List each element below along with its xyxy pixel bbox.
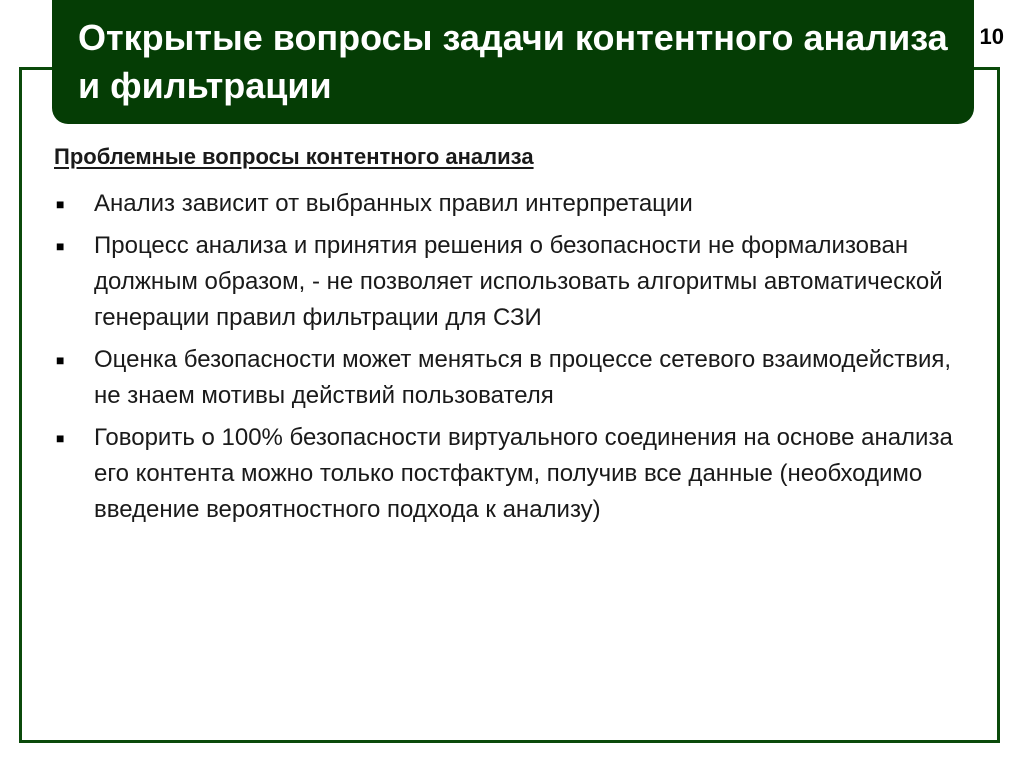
bullet-text: Анализ зависит от выбранных правил интерпретации	[94, 190, 693, 217]
bullet-list	[54, 186, 964, 534]
title-banner	[52, 0, 974, 124]
page-number: 10	[979, 24, 1004, 49]
section-heading: Проблемные вопросы контентного анализа	[54, 144, 534, 169]
list-item	[54, 186, 964, 222]
list-item	[54, 420, 964, 528]
square-bullet-icon: ■	[56, 352, 65, 368]
square-bullet-icon: ■	[56, 430, 65, 446]
list-item	[54, 342, 964, 414]
square-bullet-icon: ■	[56, 238, 65, 254]
bullet-text: Оценка безопасности может меняться в процессе сетевого взаимодействия, не знаем мотивы действий пользователя	[94, 346, 952, 409]
slide-title: Открытые вопросы задачи контентного анализа и фильтрации	[78, 17, 948, 106]
list-item	[54, 228, 964, 336]
bullet-text: Процесс анализа и принятия решения о безопасности не формализован должным образом, - не позволяет использовать алгоритмы автоматической генерации правил фильтрации для СЗИ	[94, 232, 943, 331]
square-bullet-icon: ■	[56, 196, 65, 212]
bullet-text: Говорить о 100% безопасности виртуального соединения на основе анализа его контента можно только постфактум, получив все данные (необходимо введение вероятностного подхода к анализу)	[94, 424, 953, 523]
